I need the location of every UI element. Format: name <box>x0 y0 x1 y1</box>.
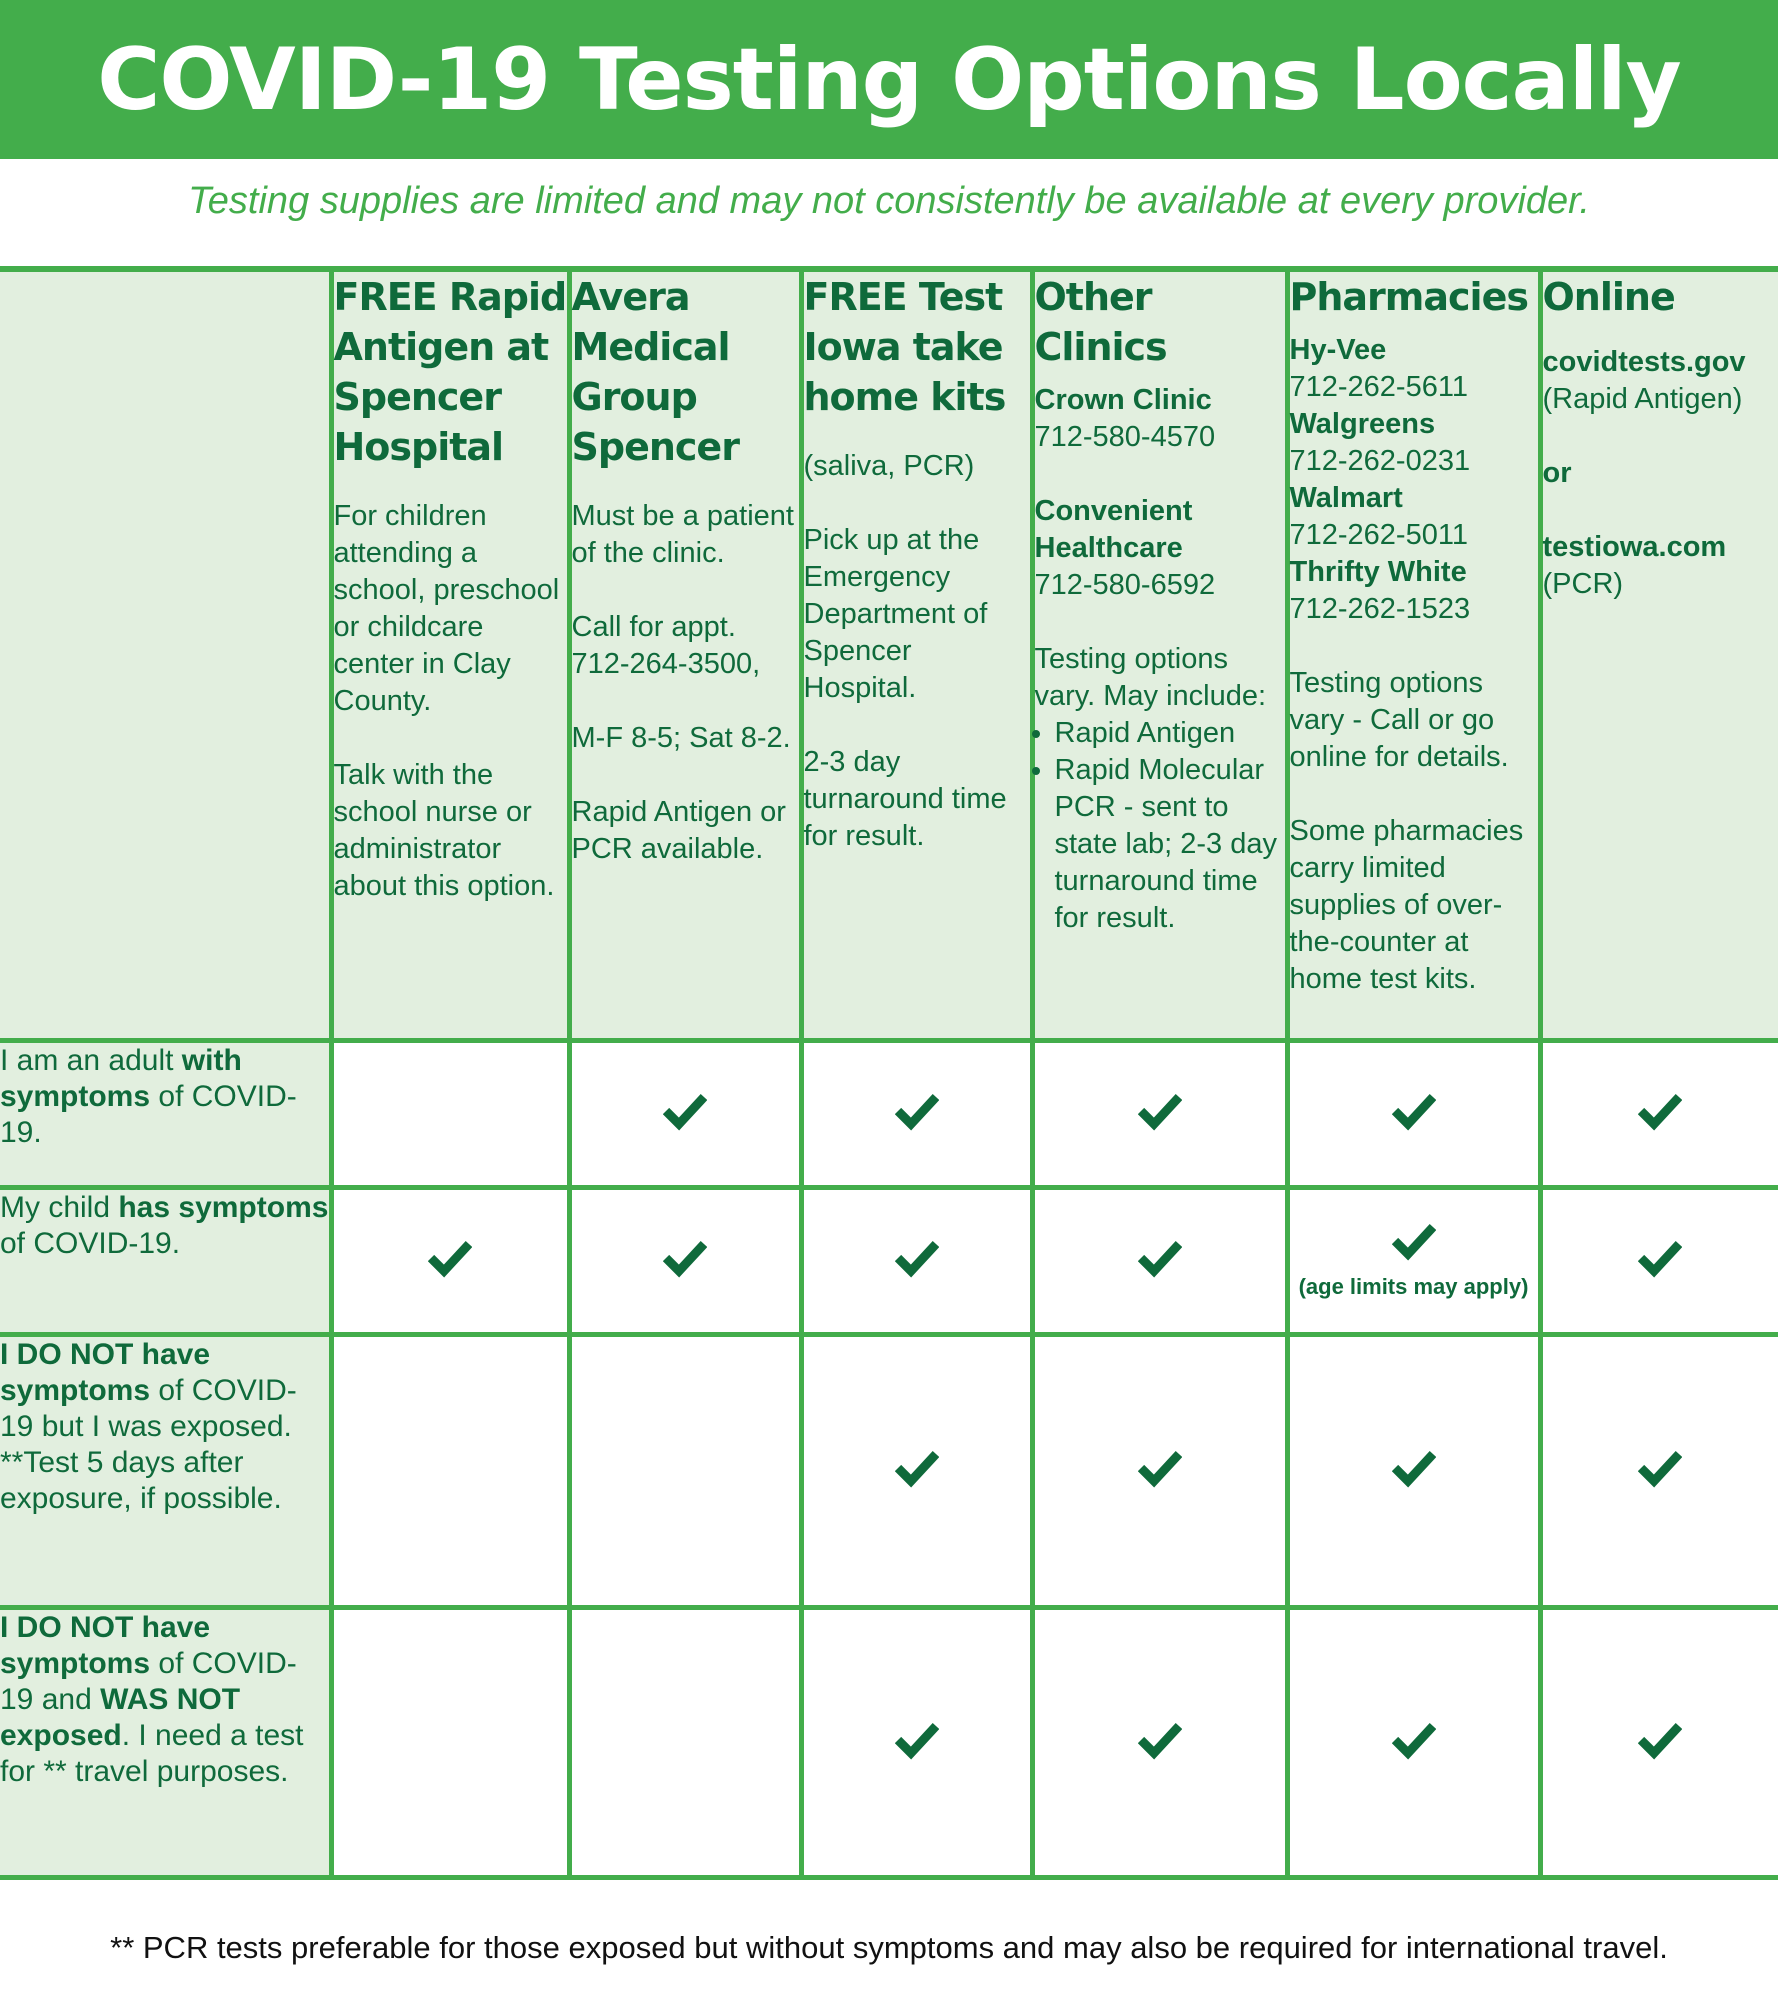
pharmacy-phone: 712-262-5611 <box>1289 371 1468 403</box>
check-cell <box>1032 1040 1287 1187</box>
check-cell <box>801 1334 1032 1607</box>
check-cell <box>569 1040 801 1187</box>
check-cell <box>1287 1187 1540 1334</box>
row-label: I am an adult with symptoms of COVID-19. <box>0 1040 331 1187</box>
column-heading: FREE Rapid Antigen at Spencer Hospital <box>333 275 567 469</box>
table-row <box>0 1607 1778 1877</box>
website-link[interactable]: covidtests.gov <box>1542 346 1746 378</box>
column-text: (saliva, PCR) <box>803 450 975 482</box>
website-note: (PCR) <box>1542 568 1624 600</box>
testing-options-table <box>0 266 1778 1880</box>
check-cell <box>1032 1187 1287 1334</box>
column-heading: Pharmacies <box>1289 275 1528 319</box>
pharmacy-phone: 712-262-5011 <box>1289 519 1468 551</box>
checkmark-icon <box>1638 1091 1682 1131</box>
title-banner <box>0 0 1778 159</box>
checkmark-icon <box>1638 1448 1682 1488</box>
column-heading: FREE Test Iowa take home kits <box>803 275 1006 419</box>
clinic-name: Crown Clinic <box>1034 384 1212 416</box>
column-text: M-F 8-5; Sat 8-2. <box>571 722 791 754</box>
column-text: Call for appt. 712-264-3500, <box>571 611 761 680</box>
pharmacy-name: Thrifty White <box>1289 556 1467 588</box>
check-cell <box>569 1334 801 1607</box>
option-item: • Rapid Antigen <box>1055 715 1285 752</box>
column-spencer-hospital <box>331 269 569 1040</box>
page-title: COVID-19 Testing Options Locally <box>97 29 1681 130</box>
footnote: ** PCR tests preferable for those exposed but without symptoms and may also be required for international travel. <box>110 1930 1668 1965</box>
subtitle: Testing supplies are limited and may not consistently be available at every provider. <box>188 180 1590 222</box>
check-cell <box>1287 1334 1540 1607</box>
clinic-phone: 712-580-6592 <box>1034 569 1216 601</box>
column-heading: Online <box>1542 275 1675 319</box>
checkmark-icon <box>1138 1720 1182 1760</box>
check-cell <box>801 1040 1032 1187</box>
or-text: or <box>1542 457 1572 489</box>
checkmark-icon <box>1138 1448 1182 1488</box>
checkmark-icon <box>663 1091 707 1131</box>
check-cell <box>801 1187 1032 1334</box>
pharmacy-phone: 712-262-0231 <box>1289 445 1471 477</box>
column-online <box>1540 269 1778 1040</box>
pharmacy-name: Walgreens <box>1289 408 1436 440</box>
website-link[interactable]: testiowa.com <box>1542 531 1727 563</box>
row-label: My child has symptoms of COVID-19. <box>0 1187 331 1334</box>
column-text: Pick up at the Emergency Department of Spencer Hospital. <box>803 524 988 704</box>
checkmark-icon <box>663 1238 707 1278</box>
corner-cell <box>0 269 331 1040</box>
option-item: • Rapid Molecular PCR - sent to state lab; 2-3 day turnaround time for result. <box>1055 752 1285 937</box>
check-cell <box>1287 1040 1540 1187</box>
column-test-iowa <box>801 269 1032 1040</box>
check-cell <box>331 1607 569 1877</box>
table-row <box>0 1187 1778 1334</box>
check-cell <box>569 1607 801 1877</box>
check-cell <box>1540 1040 1778 1187</box>
checkmark-icon <box>1638 1238 1682 1278</box>
column-heading: Avera Medical Group Spencer <box>571 275 739 469</box>
clinic-phone: 712-580-4570 <box>1034 421 1216 453</box>
check-cell <box>1287 1607 1540 1877</box>
checkmark-icon <box>895 1720 939 1760</box>
checkmark-icon <box>895 1448 939 1488</box>
column-text: Rapid Antigen or PCR available. <box>571 796 786 865</box>
checkmark-icon <box>1392 1091 1436 1131</box>
check-cell <box>1540 1334 1778 1607</box>
column-heading: Other Clinics <box>1034 275 1167 369</box>
column-text: 2-3 day turnaround time for result. <box>803 746 1007 852</box>
checkmark-icon <box>1638 1720 1682 1760</box>
checkmark-icon <box>1392 1448 1436 1488</box>
column-text: Testing options vary - Call or go online for details. <box>1289 667 1509 773</box>
checkmark-icon <box>1138 1091 1182 1131</box>
check-cell <box>331 1040 569 1187</box>
column-text: Talk with the school nurse or administrator about this option. <box>333 759 555 902</box>
check-cell <box>1032 1607 1287 1877</box>
check-cell <box>1540 1187 1778 1334</box>
pharmacy-phone: 712-262-1523 <box>1289 593 1471 625</box>
checkmark-icon <box>1138 1238 1182 1278</box>
check-cell <box>331 1187 569 1334</box>
column-pharmacies <box>1287 269 1540 1040</box>
pharmacy-name: Hy-Vee <box>1289 334 1387 366</box>
checkmark-icon <box>895 1091 939 1131</box>
column-other-clinics <box>1032 269 1287 1040</box>
check-cell <box>331 1334 569 1607</box>
options-list <box>1035 715 1285 937</box>
header-row <box>0 269 1778 1040</box>
options-intro: Testing options vary. May include: <box>1034 643 1267 712</box>
table-row <box>0 1040 1778 1187</box>
check-cell <box>801 1607 1032 1877</box>
row-label: I DO NOT have symptoms of COVID-19 and WAS NOT exposed. I need a test for ** travel purposes. <box>0 1607 331 1877</box>
check-cell <box>1032 1334 1287 1607</box>
pharmacy-name: Walmart <box>1289 482 1403 514</box>
column-text: Must be a patient of the clinic. <box>571 500 794 569</box>
checkmark-icon <box>428 1238 472 1278</box>
column-text: For children attending a school, preschool or childcare center in Clay County. <box>333 500 560 717</box>
column-avera <box>569 269 801 1040</box>
row-label: I DO NOT have symptoms of COVID-19 but I was exposed. **Test 5 days after exposure, if possible. <box>0 1334 331 1607</box>
clinic-name: Convenient Healthcare <box>1034 495 1193 564</box>
column-text: Some pharmacies carry limited supplies of over-the-counter at home test kits. <box>1289 815 1524 995</box>
checkmark-icon <box>1392 1221 1436 1261</box>
age-limit-note: (age limits may apply) <box>1298 1274 1529 1299</box>
checkmark-icon <box>1392 1720 1436 1760</box>
check-cell <box>1540 1607 1778 1877</box>
website-note: (Rapid Antigen) <box>1542 383 1743 415</box>
checkmark-icon <box>895 1238 939 1278</box>
table-row <box>0 1334 1778 1607</box>
check-cell <box>569 1187 801 1334</box>
